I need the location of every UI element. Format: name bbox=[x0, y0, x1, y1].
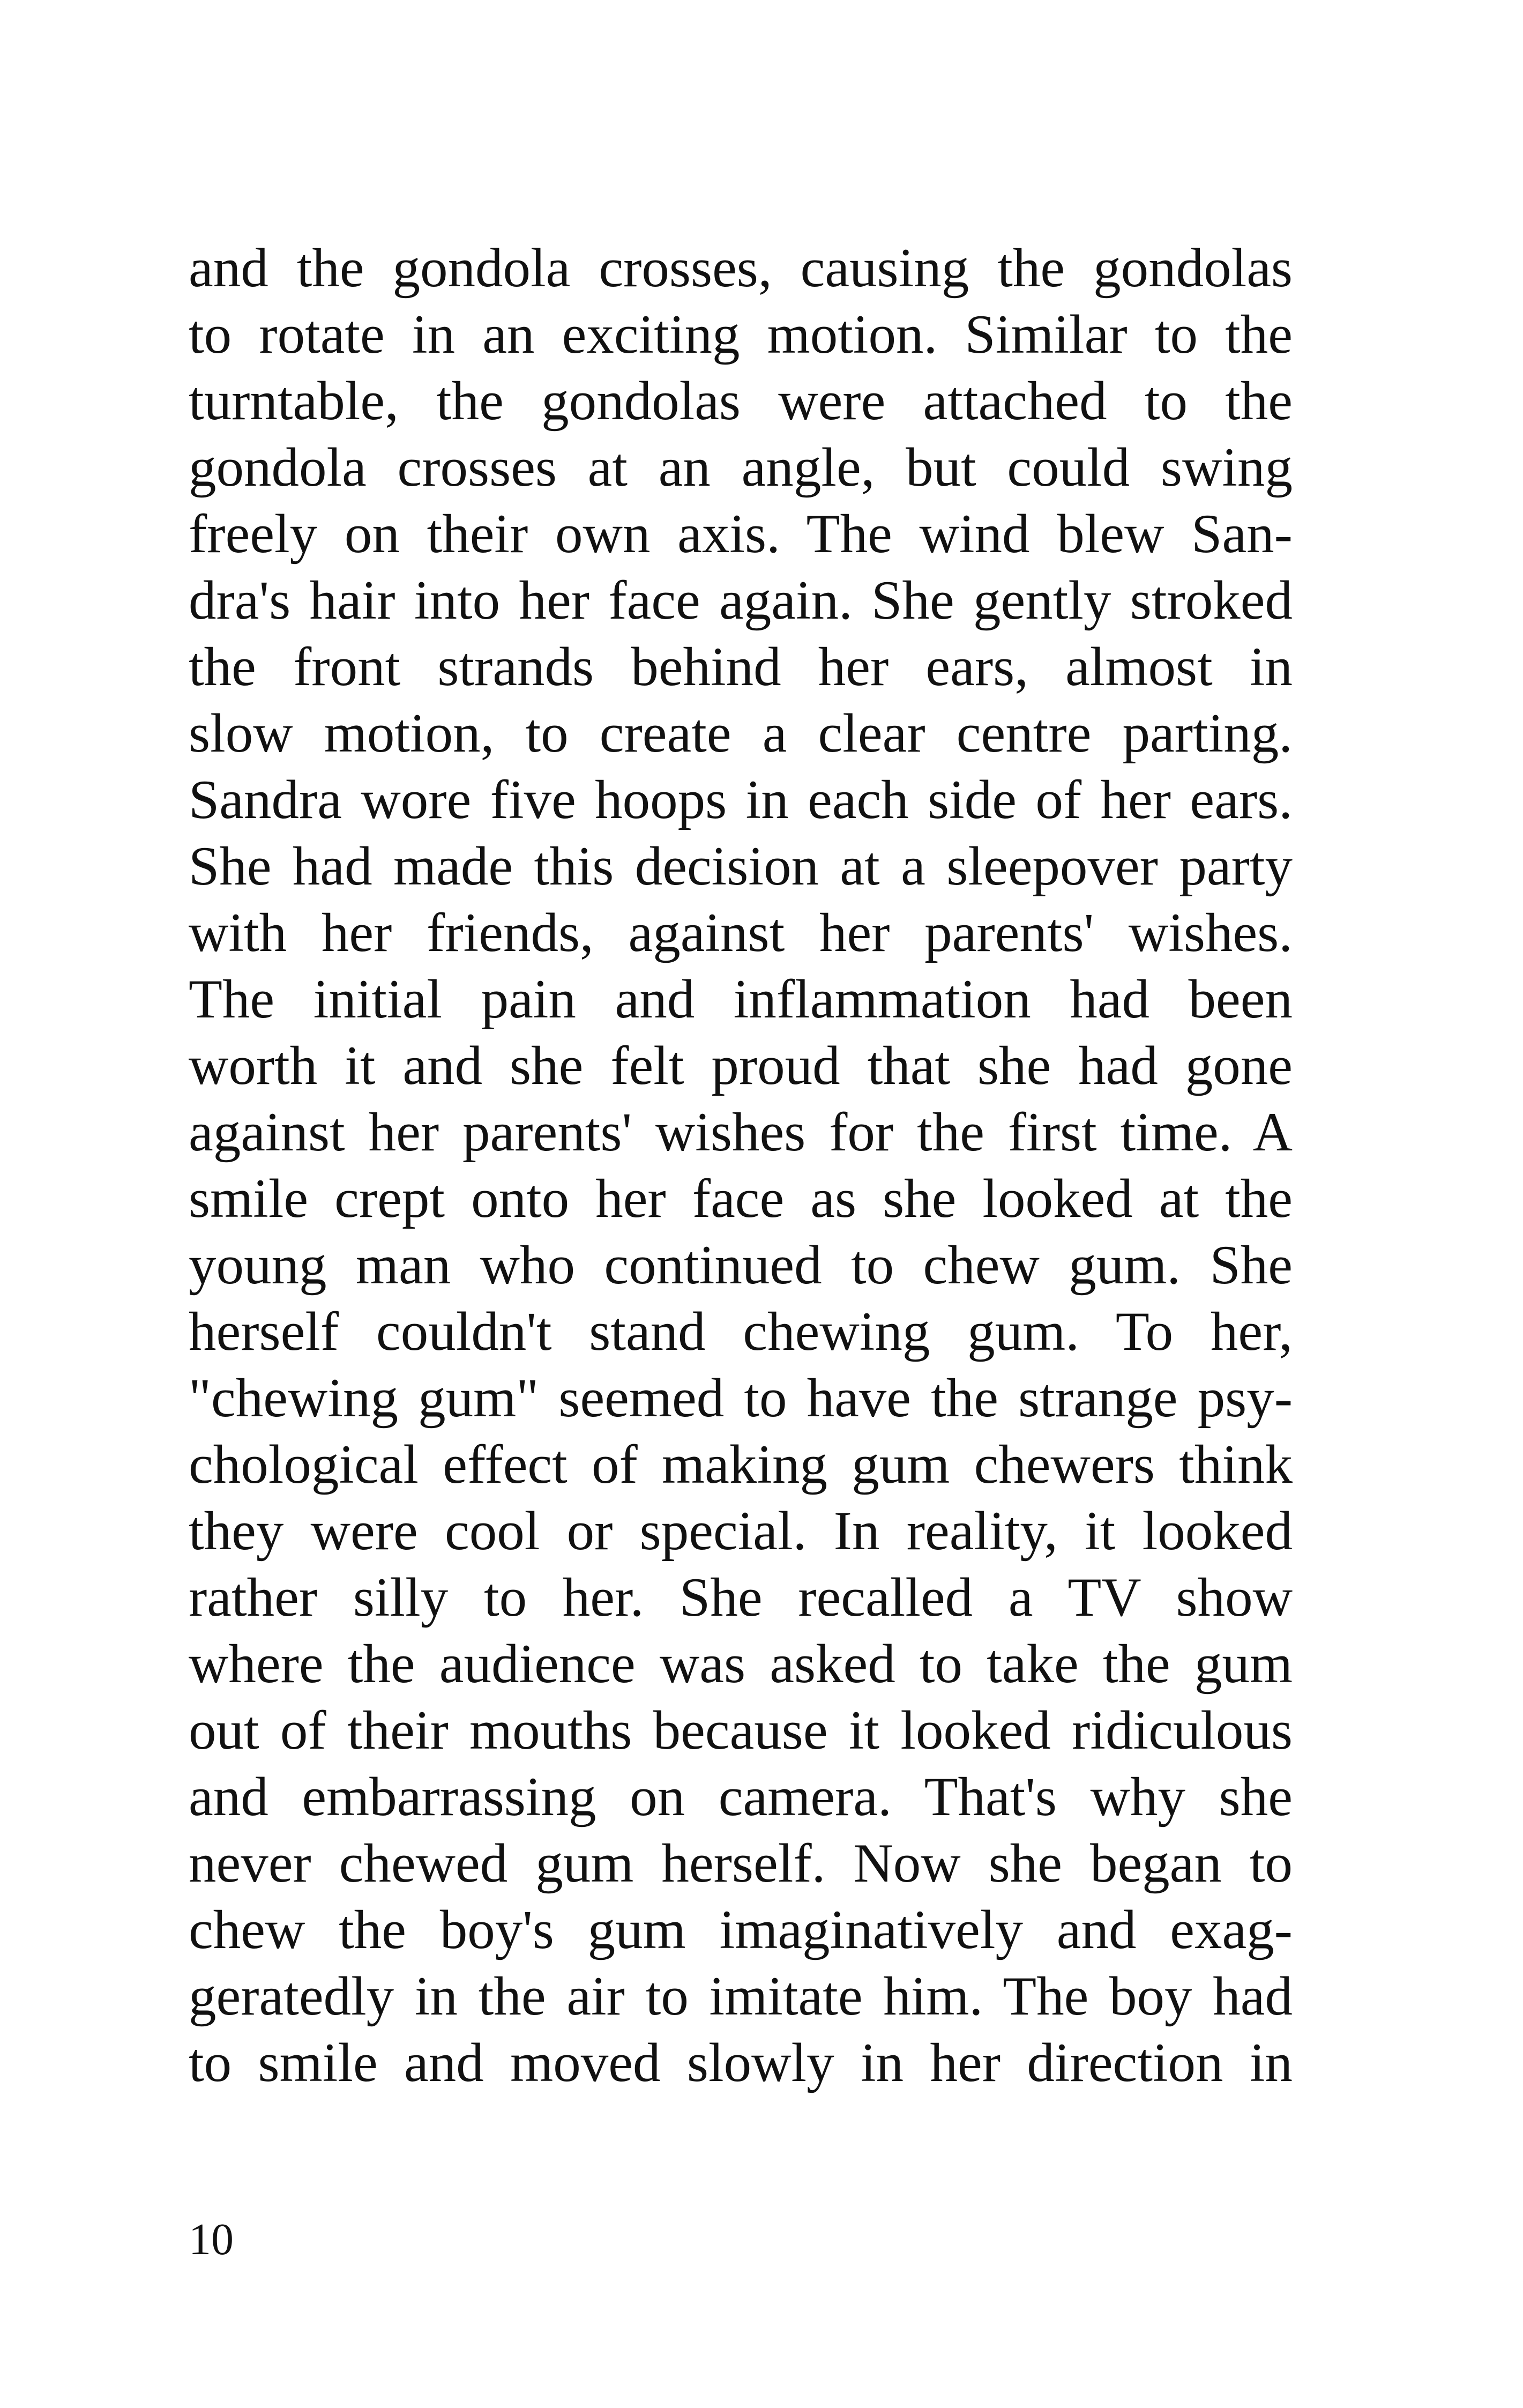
text-line: the front strands behind her ears, almost in bbox=[189, 636, 1293, 697]
text-line: The initial pain and inflammation had been bbox=[189, 969, 1293, 1030]
text-line: herself couldn't stand chewing gum. To her, bbox=[189, 1301, 1293, 1362]
text-line: never chewed gum herself. Now she began to bbox=[189, 1833, 1293, 1894]
text-line: smile crept onto her face as she looked at the bbox=[189, 1168, 1293, 1229]
text-line: chew the boy's gum imaginatively and exag- bbox=[189, 1899, 1293, 1960]
text-line: they were cool or special. In reality, it looked bbox=[189, 1500, 1293, 1562]
text-line: and embarrassing on camera. That's why she bbox=[189, 1766, 1293, 1827]
text-line: freely on their own axis. The wind blew San- bbox=[189, 503, 1293, 564]
text-line: where the audience was asked to take the gum bbox=[189, 1633, 1293, 1694]
text-line: to rotate in an exciting motion. Similar to the bbox=[189, 304, 1293, 365]
text-line: Sandra wore five hoops in each side of her ears. bbox=[189, 769, 1293, 830]
text-line: to smile and moved slowly in her direction in bbox=[189, 2032, 1293, 2093]
text-line: and the gondola crosses, causing the gondolas bbox=[189, 237, 1293, 299]
text-line: slow motion, to create a clear centre parting. bbox=[189, 703, 1293, 764]
text-line: worth it and she felt proud that she had gone bbox=[189, 1035, 1293, 1096]
text-line: chological effect of making gum chewers think bbox=[189, 1434, 1293, 1495]
body-text bbox=[189, 235, 1293, 2096]
page-number: 10 bbox=[189, 2214, 234, 2264]
text-line: geratedly in the air to imitate him. The boy had bbox=[189, 1966, 1293, 2027]
text-line: against her parents' wishes for the first time. A bbox=[189, 1102, 1293, 1163]
text-line: rather silly to her. She recalled a TV show bbox=[189, 1567, 1293, 1628]
text-line: young man who continued to chew gum. She bbox=[189, 1235, 1293, 1296]
text-line: with her friends, against her parents' wishes. bbox=[189, 902, 1293, 963]
text-line: "chewing gum" seemed to have the strange psy- bbox=[189, 1367, 1293, 1429]
text-line: dra's hair into her face again. She gently stroked bbox=[189, 570, 1293, 631]
text-line: She had made this decision at a sleepover party bbox=[189, 836, 1293, 897]
text-line: turntable, the gondolas were attached to the bbox=[189, 370, 1293, 432]
text-line: out of their mouths because it looked ridiculous bbox=[189, 1700, 1293, 1761]
text-line: gondola crosses at an angle, but could swing bbox=[189, 437, 1293, 498]
